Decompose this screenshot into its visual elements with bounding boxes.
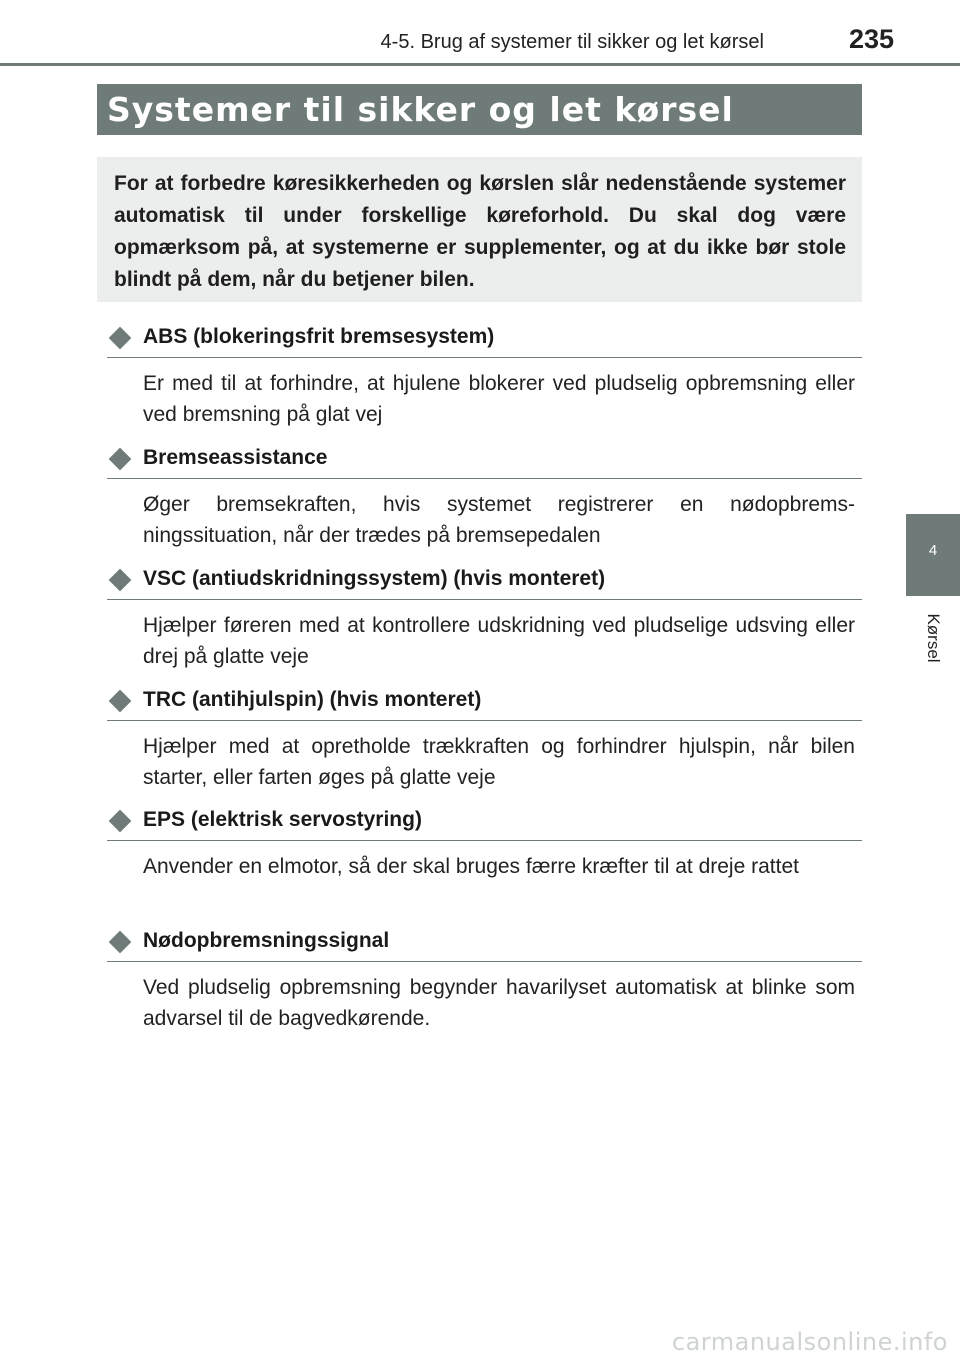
feature-brake-assist bbox=[107, 440, 862, 551]
feature-description: Øger bremsekraften, hvis systemet registrerer en nødopbremsningssituation, når der trædes på bremsepedalen bbox=[143, 493, 855, 547]
feature-heading: ABS (blokeringsfrit bremsesystem) bbox=[143, 325, 495, 348]
feature-abs bbox=[107, 319, 862, 430]
feature-description: Hjælper med at opretholde trækkraften og forhindrer hjulspin, når bilen starter, eller farten øges på glatte veje bbox=[143, 735, 855, 789]
intro-text: For at forbedre køresikkerheden og kørslen slår nedenstående systemer automatisk til under forskellige køreforhold. Du skal dog være opmærksom på, at systemerne er supplementer, og at du ikke bør stole blindt på dem, når du betjener bilen. bbox=[114, 172, 846, 291]
diamond-bullet-icon bbox=[109, 810, 132, 833]
feature-heading-row bbox=[107, 440, 862, 479]
chapter-number: 4 bbox=[928, 542, 938, 559]
feature-trc bbox=[107, 682, 862, 793]
feature-heading: TRC (antihjulspin) (hvis monteret) bbox=[143, 688, 482, 711]
diamond-bullet-icon bbox=[109, 569, 132, 592]
watermark: carmanualsonline.info bbox=[671, 1328, 948, 1356]
diamond-bullet-icon bbox=[109, 327, 132, 350]
feature-heading: EPS (elektrisk servostyring) bbox=[143, 808, 422, 831]
chapter-label: Kørsel bbox=[924, 613, 943, 663]
feature-heading-row bbox=[107, 682, 862, 721]
feature-heading-row bbox=[107, 923, 862, 962]
feature-heading: Nødopbremsningssignal bbox=[143, 929, 390, 952]
feature-heading: Bremseassistance bbox=[143, 446, 328, 469]
feature-description: Anvender en elmotor, så der skal bruges færre kræfter til at dreje rattet bbox=[143, 855, 799, 878]
header-divider bbox=[0, 63, 960, 66]
page-title: Systemer til sikker og let kørsel bbox=[107, 90, 734, 129]
feature-description: Ved pludselig opbremsning begynder havarilyset automatisk at blinke som advarsel til de bagvedkørende. bbox=[143, 976, 855, 1030]
diamond-bullet-icon bbox=[109, 931, 132, 954]
diamond-bullet-icon bbox=[109, 690, 132, 713]
intro-box bbox=[97, 157, 862, 302]
feature-description: Hjælper føreren med at kontrollere udskridning ved pludselige udsving eller drej på glatte veje bbox=[143, 614, 855, 668]
feature-heading-row bbox=[107, 802, 862, 841]
feature-emergency-signal bbox=[107, 923, 862, 1034]
page-number: 235 bbox=[848, 24, 894, 54]
section-title-bar bbox=[97, 84, 862, 135]
chapter-tab[interactable] bbox=[906, 514, 960, 596]
feature-description: Er med til at forhindre, at hjulene blokerer ved pludselig opbremsning eller ved bremsning på glat vej bbox=[143, 372, 855, 426]
feature-heading-row bbox=[107, 319, 862, 358]
feature-heading-row bbox=[107, 561, 862, 600]
page-header bbox=[0, 0, 960, 66]
feature-heading: VSC (antiudskridningssystem) (hvis monteret) bbox=[143, 567, 606, 590]
breadcrumb: 4-5. Brug af systemer til sikker og let kørsel bbox=[380, 31, 764, 53]
diamond-bullet-icon bbox=[109, 448, 132, 471]
feature-eps bbox=[107, 802, 862, 882]
feature-vsc bbox=[107, 561, 862, 672]
